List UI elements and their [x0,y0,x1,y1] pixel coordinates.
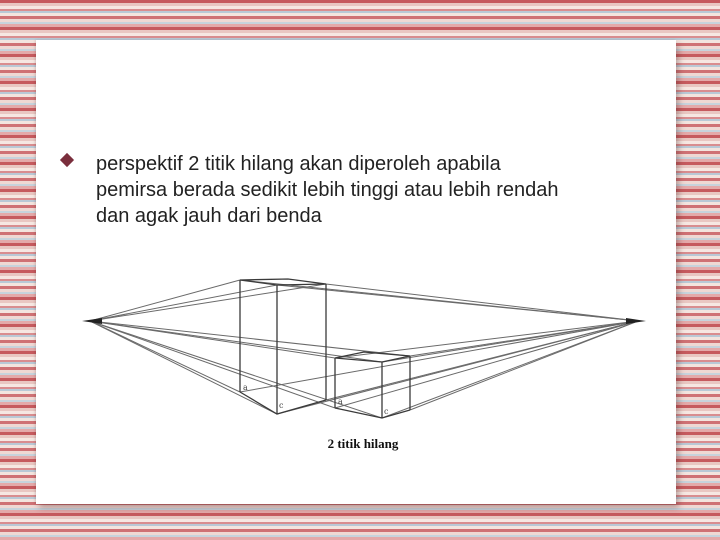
boxes [240,279,410,418]
corner-label: c [384,407,389,416]
perspective-illustration [72,270,654,456]
corner-label: a [338,397,343,406]
perspective-lines [90,280,638,418]
bullet-text: perspektif 2 titik hilang akan diperoleh apabila pemirsa berada sedikit lebih tinggi atau lebih rendah dan agak jauh dari benda [96,153,559,227]
corner-label: c [279,401,284,410]
figure-caption: 2 titik hilang [327,436,399,451]
left-vanishing-point-icon [82,318,102,324]
corner-label: a [243,383,248,392]
two-point-perspective-drawing [72,270,654,456]
right-vanishing-point-icon [626,318,646,324]
